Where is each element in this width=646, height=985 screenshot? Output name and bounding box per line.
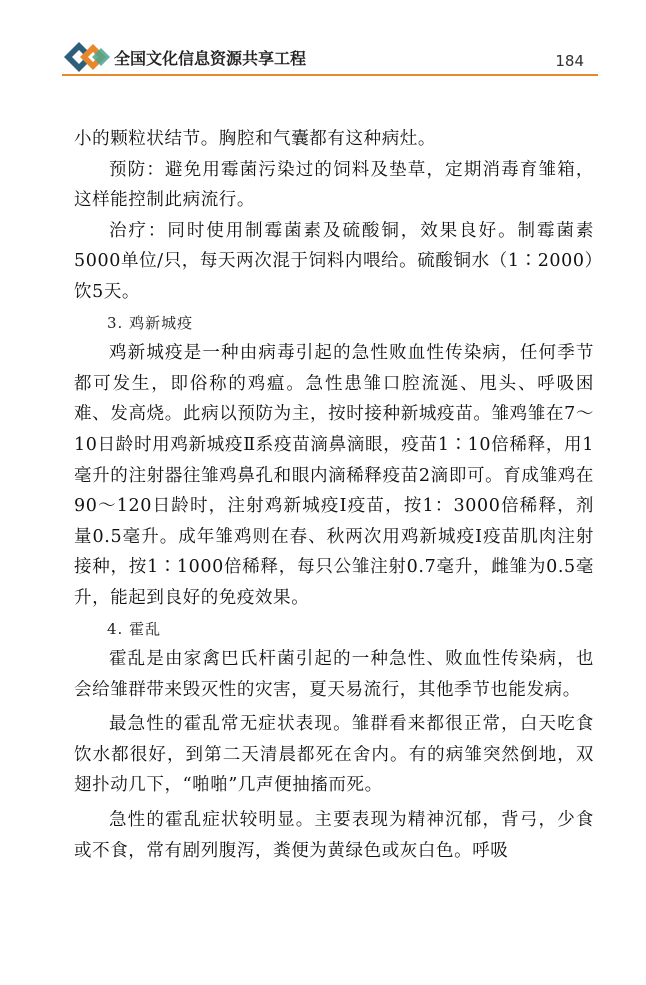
paragraph: 急性的霍乱症状较明显。主要表现为精神沉郁，背弓，少食或不食，常有剧列腹泻，粪便为黄绿色或灰白色。呼吸 bbox=[74, 810, 594, 861]
paragraph: 鸡新城疫是一种由病毒引起的急性败血性传染病，任何季节都可发生，即俗称的鸡瘟。急性患雏口腔流涎、甩头、呼吸困难、发高烧。此病以预防为主，按时接种新城疫苗。雏鸡雏在7～10日龄时用鸡新城疫Ⅱ系疫苗滴鼻滴眼，疫苗1∶10倍稀释，用1毫升的注射器往雏鸡鼻孔和眼内滴稀释疫苗2滴即可。育成雏鸡在90～120日龄时，注射鸡新城疫Ⅰ疫苗，按1：3000倍稀释，剂量0.5毫升。成年雏鸡则在春、秋两次用鸡新城疫Ⅰ疫苗肌肉注射接种，按1∶1000倍稀释，每只公雏注射0.7毫升，雌雏为0.5毫升，能起到良好的免疫效果。 bbox=[74, 343, 594, 608]
paragraph: 霍乱是由家禽巴氏杆菌引起的一种急性、败血性传染病，也会给雏群带来毁灭性的灾害，夏天易流行，其他季节也能发病。 bbox=[74, 649, 594, 700]
paragraph: 最急性的霍乱常无症状表现。雏群看来都很正常，白天吃食饮水都很好，到第二天清晨都死在舍内。有的病雏突然倒地，双翅扑动几下，“啪啪”几声便抽搐而死。 bbox=[74, 714, 594, 796]
paragraph: 治疗：同时使用制霉菌素及硫酸铜，效果良好。制霉菌素5000单位/只，每天两次混于饲料内喂给。硫酸铜水（1∶2000）饮5天。 bbox=[74, 220, 594, 302]
page-header bbox=[0, 0, 646, 80]
paragraph: 预防：避免用霉菌污染过的饲料及垫草，定期消毒育雏箱，这样能控制此病流行。 bbox=[74, 159, 594, 211]
section-heading: 4. 霍乱 bbox=[107, 619, 162, 638]
section-heading: 3. 鸡新城疫 bbox=[107, 313, 194, 332]
header-divider bbox=[62, 74, 598, 76]
document-body bbox=[74, 124, 594, 866]
paragraph: 小的颗粒状结节。胸腔和气囊都有这种病灶。 bbox=[74, 129, 436, 149]
page-number: 184 bbox=[555, 52, 584, 70]
diamond-logo-icon bbox=[62, 40, 112, 74]
site-title: 全国文化信息资源共享工程 bbox=[114, 49, 307, 68]
